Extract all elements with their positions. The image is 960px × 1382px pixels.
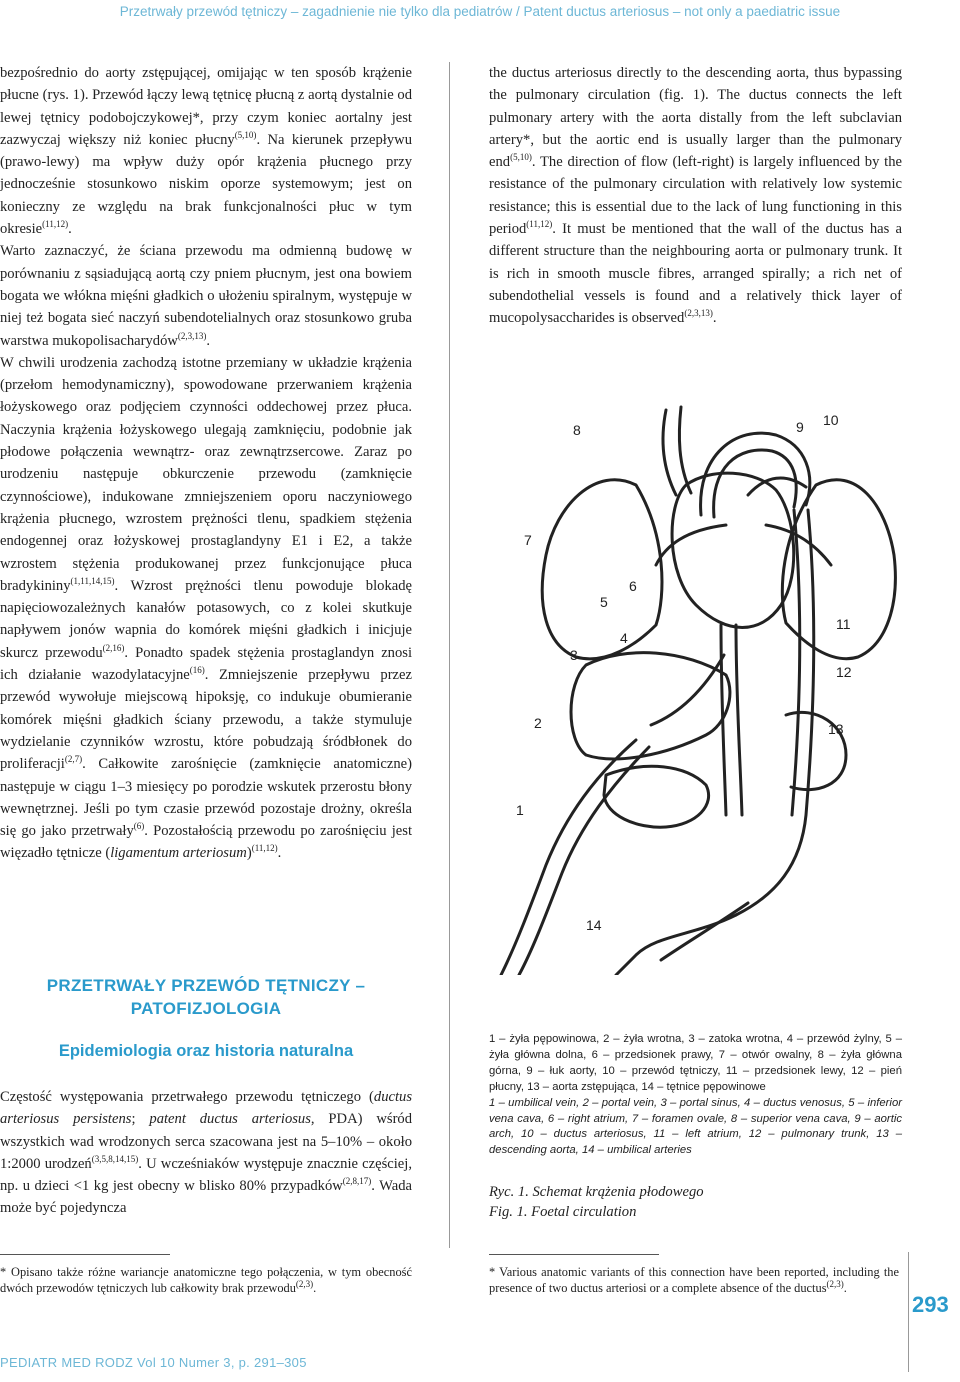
superior-vena-cava-2 bbox=[679, 407, 691, 493]
inferior-vena-cava-2 bbox=[736, 625, 742, 815]
label-14: 14 bbox=[586, 917, 602, 933]
pulmonary-vessels bbox=[656, 525, 726, 565]
footnote-english: * Various anatomic variants of this connection have been reported, including the presence of two ductus arteriosi or a complete absence of the ductus$^{(2,3)}$. bbox=[489, 1265, 899, 1295]
label-8: 8 bbox=[573, 422, 581, 438]
column-divider bbox=[449, 62, 450, 1248]
label-9: 9 bbox=[796, 419, 804, 435]
paragraph: bezpośrednio do aorty zstępującej, omijając w ten sposób krążenie płucne (rys. 1). Przewód łączy lewą tętnicę płucną z aortą dystalnie od lewej tętnicy podobojczykowej*, przy czym koniec aortalny jest zazwyczaj większy niż koniec płucny$^{(5,10)}$. Na kierunek przepływu (prawo-lewy) ma wpływ duży opór krążenia płucnego przy jednocześnie stosunkowo niskim oporze systemowym; jest on konieczny ze względu na brak funkcjonalności płuc w tym okresie$^{(11,12)}$. bbox=[0, 65, 412, 238]
liver-shape bbox=[571, 653, 730, 759]
bowel-shape bbox=[604, 766, 709, 827]
right-column-text: the ductus arteriosus directly to the descending aorta, thus bypassing the pulmonary circulation (fig. 1). The ductus connects the left pulmonary artery with the aorta distally from the left subclavian artery*, but the aortic end is usually larger than the pulmonary end$^{(5,10)}$. The direction of flow (left-right) is largely influenced by the resistance of the pulmonary circulation with relatively low systemic resistance; this is essential due to the lack of lung functioning in this period$^{(11,12)}$. It must be mentioned that the wall of the ductus has a different structure than the neighbouring aorta or pulmonary trunk. It is rich in smooth muscle fibres, arranged spirally; a rich net of subendothelial vessels is found and a relatively thick layer of mucopolysaccharides is observed$^{(2,3,13)}$. bbox=[489, 65, 902, 327]
figure-caption bbox=[489, 1182, 704, 1222]
ductus-venosus bbox=[651, 655, 724, 725]
footnote-rule-right bbox=[489, 1254, 659, 1255]
label-7: 7 bbox=[524, 532, 532, 548]
left-lung-shape bbox=[542, 480, 662, 659]
page-number-rule bbox=[908, 1252, 909, 1372]
legend-english: 1 – umbilical vein, 2 – portal vein, 3 – portal sinus, 4 – ductus venosus, 5 – inferior vena cava, 6 – right atrium, 7 – foramen ovale, 8 – superior vena cava, 9 – aortic arch, 10 – ductus arteriosus, 11 – left atrium, 12 – pulmonary trunk, 13 – descending aorta, 14 – umbilical arteries bbox=[489, 1096, 902, 1157]
caption-polish: Ryc. 1. Schemat krążenia płodowego bbox=[489, 1184, 704, 1200]
umbilical-vein-2 bbox=[519, 747, 649, 975]
label-13: 13 bbox=[828, 721, 844, 737]
epidemiology-paragraph: Częstość występowania przetrwałego przewodu tętniczego (ductus arteriosus persistens; patent ductus arteriosus, PDA) wśród wszystkich wad wrodzonych serca szacowana jest na 5–10% – około 1:2000 urodzeń$^{(3,5,8,14,15)}$. U wcześniaków występuje znacznie częściej, np. u dzieci <1 kg jest obecny w blisko 80% przypadków$^{(2,8,17)}$. Wada może być pojedyncza bbox=[0, 1089, 413, 1217]
superior-vena-cava bbox=[663, 410, 676, 495]
left-column-text bbox=[0, 62, 412, 865]
figure-legend bbox=[489, 1032, 902, 1159]
paragraph: W chwili urodzenia zachodzą istotne przemiany w układzie krążenia (przełom hemodynamiczny), spowodowane przerwaniem krążenia łożyskowego oraz podjęciem czynności oddechowej przez płuca. Naczynia krążenia łożyskowego ulegają zamknięciu, podobnie jak płodowe połączenia wewnątrz- oraz zewnątrzsercowe. Zaraz po urodzeniu następuje obkurczenie przewodu (zamknięcie czynnościowe), indukowane zmniejszeniem oporu naczyniowego krążenia płucnego, wzrostem prężności tlenu, spadkiem stężenia endogennej oraz łożyskowej prostaglandyny E1 i E2, a także wzrostem stężenia produkowanej przez funkcjonujące płuca bradykininy$^{(1,11,14,15)}$. Wzrost prężności tlenu powoduje blokadę napięciowozależnych kanałów potasowych, co z kolei skutkuje napływem jonów wapnia do komórek mięśni gładkich i inicjuje skurcz przewodu$^{(2,16)}$. Ponadto spadek stężenia prostaglandyn znosi ich działanie wazodylatacyjne$^{(16)}$. Zmniejszenie przepływu przez przewód wywołuje miejscową hipoksję, co indukuje obumieranie komórek mięśni gładkich ściany przewodu, a także stymuluje wydzielanie czynników wzrostu, które pobudzają śródbłonek do proliferacji$^{(2,7)}$. Całkowite zarośnięcie (zamknięcie anatomiczne) następuje w ciągu 1–3 miesięcy po porodzie wskutek przerostu błony wewnętrznej. Jeśli po tym czasie przewód pozostaje drożny, określa się go jako przetrwały$^{(6)}$. Pozostałością przewodu po zarośnięciu jest więzadło tętnicze (ligamentum arteriosum)$^{(11,12)}$. bbox=[0, 354, 413, 862]
legend-polish: 1 – żyła pępowinowa, 2 – żyła wrotna, 3 – zatoka wrotna, 4 – przewód żylny, 5 – żyła główna dolna, 6 – przedsionek prawy, 7 – otwór owalny, 8 – żyła główna górna, 9 – łuk aorty, 10 – przewód tętniczy, 11 – przedsionek lewy, 12 – pień płucny, 13 – aorta zstępująca, 14 – tętnice pępowinowe bbox=[489, 1033, 902, 1093]
label-4: 4 bbox=[620, 630, 628, 646]
running-header: Przetrwały przewód tętniczy – zagadnienie nie tylko dla pediatrów / Patent ductus arteriosus – not only a paediatric issue bbox=[119, 4, 841, 19]
foetal-circulation-diagram bbox=[486, 395, 916, 975]
journal-footer: PEDIATR MED RODZ Vol 10 Numer 3, p. 291–305 bbox=[0, 1355, 307, 1370]
heart-shape bbox=[672, 473, 794, 627]
label-11: 11 bbox=[836, 616, 851, 632]
caption-english: Fig. 1. Foetal circulation bbox=[489, 1204, 637, 1220]
page-number: 293 bbox=[912, 1292, 949, 1317]
label-5: 5 bbox=[600, 594, 608, 610]
section-heading: PRZETRWAŁY PRZEWÓD TĘTNICZY – PATOFIZJOLOGIA bbox=[46, 976, 366, 1018]
footnote-rule-left bbox=[0, 1254, 170, 1255]
label-12: 12 bbox=[836, 664, 852, 680]
label-3: 3 bbox=[570, 647, 578, 663]
label-10: 10 bbox=[823, 412, 839, 428]
footnote-polish: * Opisano także różne wariancje anatomiczne tego połączenia, w tym obecność dwóch przewodów tętniczych lub całkowity brak przewodu$^{(2,3)}$. bbox=[0, 1265, 412, 1295]
umbilical-arteries-2 bbox=[661, 903, 748, 960]
paragraph: Warto zaznaczyć, że ściana przewodu ma odmienną budowę w porównaniu z sąsiadującą aortą czy pniem płucnym, jest ona bowiem bogata we włókna mięśni gładkich o ułożeniu spiralnym, występuje w niej też bogata sieć naczyń subendotelialnych oraz stosunkowo gruba warstwa mukopolisacharydów$^{(2,3,13)}$. bbox=[0, 243, 412, 349]
label-1: 1 bbox=[516, 802, 524, 818]
subsection-heading: Epidemiologia oraz historia naturalna bbox=[58, 1042, 354, 1060]
label-2: 2 bbox=[534, 715, 542, 731]
label-6: 6 bbox=[629, 578, 637, 594]
aortic-arch-inner bbox=[714, 450, 797, 517]
